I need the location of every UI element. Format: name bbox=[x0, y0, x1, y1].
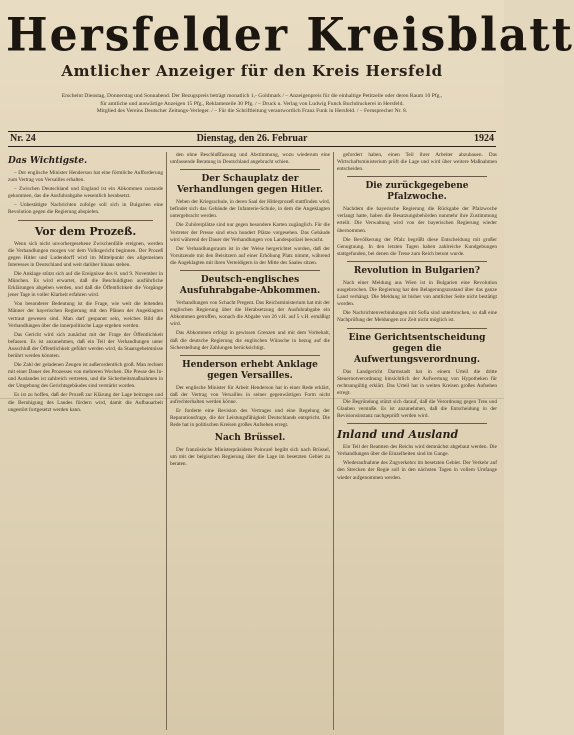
article-paragraph: – Unbestätigte Nachrichten zufolge soll sich in Bulgarien eine Revolution gegen die Regierung abspielen. bbox=[8, 202, 163, 216]
divider bbox=[347, 423, 487, 424]
divider bbox=[180, 169, 320, 170]
divider bbox=[180, 355, 320, 356]
article-paragraph: Die Anklage stützt sich auf die Ereignisse des 8. und 9. November in München. Es wird erwartet, daß die Beschuldigten ausführliche Erklärungen abgeben werden, und daß die Öffentlichkeit die Vorgänge jener Tage in voller Klarheit erfahren wird. bbox=[8, 270, 163, 299]
article-paragraph: – Zwischen Deutschland und England ist ein Abkommen zustande gekommen, das die Ausfuhrabgabe wesentlich herabsetzt. bbox=[8, 186, 163, 200]
article-heading: Vor dem Prozeß. bbox=[34, 224, 137, 238]
column-divider bbox=[333, 152, 334, 730]
article-paragraph: Die Bevölkerung der Pfalz begrüßt diese Entscheidung mit großer Genugtuung. In den letzten Tagen haben zahlreiche Kundgebungen stattgefunden, bei denen die Treue zum Reich betont wurde. bbox=[337, 236, 497, 257]
masthead-note: Mitglied des Vereins Deutscher Zeitungs-Verleger. / – Für die Schriftleitung verantwortlich Franz Funk in Hersfeld. / – Fernsprecher Nr. 8. bbox=[96, 108, 408, 114]
article-paragraph: Ein Teil der Beamten des Reichs wird demnächst abgebaut werden. Die Verhandlungen über die Einzelheiten sind im Gange. bbox=[337, 444, 497, 458]
divider bbox=[347, 328, 487, 329]
article-heading: Henderson erhebt Anklage gegen Versailles. bbox=[182, 359, 318, 381]
article-paragraph: Die Zahl der geladenen Zeugen ist außerordentlich groß. Man rechnet mit einer Dauer des Prozesses von mehreren Wochen. Die Presse des In- und Auslandes ist zahlreich vertreten, und die Sicherheitsmaßnahmen in der Umgebung des Gerichtsgebäudes sind verstärkt worden. bbox=[8, 362, 163, 390]
masthead-notes bbox=[8, 93, 496, 116]
article-heading: Die zurückgegebene Pfalzwoche. bbox=[365, 181, 469, 203]
article-heading: Inland und Ausland bbox=[337, 428, 459, 442]
masthead bbox=[6, 8, 574, 80]
column-middle bbox=[170, 152, 330, 471]
masthead-note: Erscheint Dienstag, Donnerstag und Sonnabend. Der Bezugspreis beträgt monatlich 1,- Goldmark / – Anzeigenpreis für die einhaltige Petitzeile oder deren Raum 10 Pfg., bbox=[61, 93, 443, 99]
column-left bbox=[8, 152, 163, 416]
article-paragraph: den ohne Beschlußfassung und Abstimmung, wozu wiederum eine umfassende Beratung in Deutschland angebracht schien. bbox=[170, 152, 330, 166]
article-paragraph: Von besonderer Bedeutung ist die Frage, wie weit die leitenden Männer der bayerischen Regierung mit den Plänen der Angeklagten vertraut gewesen sind. Man darf gespannt sein, welches Bild die Verhandlungen über die innerpolitische Lage ergeben werden. bbox=[8, 301, 163, 329]
article-paragraph: Die Nachrichtenverbindungen mit Sofia sind unterbrochen, so daß eine Nachprüfung der Meldungen zur Zeit nicht möglich ist. bbox=[337, 310, 497, 324]
masthead-note: für amtliche und auswärtige Anzeigen 15 Pfg., Reklamezeile 30 Pfg. / – Druck u. Verlag von Ludwig Funck Buchdruckerei in Hersfeld. bbox=[100, 100, 404, 107]
article-paragraph: Es ist zu hoffen, daß der Prozeß zur Klärung der Lage beitragen und die Beruhigung des Landes fördern wird, damit die Aufbauarbeit ungestört fortgesetzt werden kann. bbox=[8, 392, 163, 413]
issue-year: 1924 bbox=[474, 133, 494, 144]
article-heading: Eine Gerichtsentscheidung gegen die Aufwertungsverordnung. bbox=[348, 332, 486, 365]
article-paragraph: Neben der Kriegsschule, in deren Saal der Hitlerprozeß stattfinden wird, befindet sich das Gebäude der Infanterie-Schule, in dem die Angeklagten untergebracht werden. bbox=[170, 199, 330, 220]
article-paragraph: Die Zuhörerplätze sind nur gegen besondere Karten zugänglich. Für die Vertreter der Presse sind etwa hundert Plätze vorgesehen. Das Gebäude wird während der Dauer der Verhandlungen von Landespolizei bewacht. bbox=[170, 222, 330, 243]
newspaper-title: Hersfelder Kreisblatt bbox=[6, 8, 574, 63]
article-paragraph: Nachdem die bayerische Regierung die Rückgabe der Pfalzwoche verlangt hatte, haben die Besatzungsbehörden nunmehr ihre Zustimmung erteilt. Die Verwaltung wird von der bayerischen Regierung wieder übernommen. bbox=[337, 206, 497, 234]
article-paragraph: Wiederaufnahme des Zugverkehrs im besetzten Gebiet. Der Verkehr auf den Strecken der Regie soll in den nächsten Tagen in vollem Umfange wieder aufgenommen werden. bbox=[337, 460, 497, 481]
article-paragraph: gefordert haben, einen Teil ihrer Arbeiter abzubauen. Das Wirtschaftsministerium prüft die Lage und wird über weitere Maßnahmen entscheiden. bbox=[337, 152, 497, 173]
issue-bar bbox=[8, 131, 496, 147]
paper-fold bbox=[0, 398, 504, 399]
article-paragraph: Er forderte eine Revision des Vertrages und eine Regelung der Reparationsfrage, die der Leistungsfähigkeit Deutschlands entspricht. Die Rede hat in politischen Kreisen großes Aufsehen erregt. bbox=[170, 407, 330, 429]
article-paragraph: Wenn sich nicht unvorhergesehene Zwischenfälle ereignen, werden die Verhandlungen morgen vor dem Volksgericht beginnen. Der Prozeß gegen Hitler und Ludendorff wird im Mittelpunkt des allgemeinen Interesses in Deutschland und weit darüber hinaus stehen. bbox=[8, 240, 163, 268]
article-heading: Deutsch-englisches Ausfuhrabgabe-Abkommen. bbox=[179, 275, 321, 297]
article-paragraph: Nach einer Meldung aus Wien ist in Bulgarien eine Revolution ausgebrochen. Die Regierung hat den Belagerungszustand über das ganze Land verhängt. Die Meldung ist bisher von amtlicher Seite nicht bestätigt worden. bbox=[337, 279, 497, 308]
divider bbox=[180, 270, 320, 271]
article-paragraph: Das Gericht wird sich zunächst mit der Frage der Öffentlichkeit befassen. Es ist anzunehmen, daß ein Teil der Verhandlungen unter Ausschluß der Öffentlichkeit geführt werden wird, da Staatsgeheimnisse berührt werden könnten. bbox=[8, 331, 163, 359]
article-paragraph: Das Abkommen erfolgt in gewissen Grenzen und mit dem Vorbehalt, daß die deutsche Regierung die englischen Wünsche in bezug auf die Sicherstellung der Zahlungen berücksichtigt. bbox=[170, 330, 330, 351]
divider bbox=[18, 220, 153, 221]
article-heading: Das Wichtigste. bbox=[8, 156, 88, 166]
column-divider bbox=[166, 152, 167, 730]
article-paragraph: Der französische Ministerpräsident Poincaré begibt sich nach Brüssel, um mit der belgischen Regierung über die Lage im besetzten Gebiet zu beraten. bbox=[170, 447, 330, 468]
issue-number: Nr. 24 bbox=[10, 133, 36, 144]
article-heading: Der Schauplatz der Verhandlungen gegen Hitler. bbox=[176, 174, 324, 196]
divider bbox=[347, 261, 487, 262]
article-heading: Revolution in Bulgarien? bbox=[353, 265, 481, 276]
article-paragraph: Der Verhandlungsraum ist in der Weise hergerichtet worden, daß der Vorsitzende mit den Beisitzern auf einer Erhöhung Platz nimmt, während die Angeklagten mit ihren Verteidigern in der Mitte des Saales sitzen. bbox=[170, 245, 330, 266]
article-paragraph: Die Begründung stützt sich darauf, daß die Verordnung gegen Treu und Glauben verstoße. Es ist anzunehmen, daß die Entscheidung in der Revisionsinstanz nachgeprüft werden wird. bbox=[337, 398, 497, 420]
divider bbox=[347, 176, 487, 177]
article-paragraph: – Der englische Minister Henderson hat eine förmliche Aufforderung zum Vertrag von Versailles erhalten. bbox=[8, 170, 163, 184]
column-right bbox=[337, 152, 497, 484]
newspaper-subtitle: Amtlicher Anzeiger für den Kreis Hersfeld bbox=[61, 62, 443, 80]
article-paragraph: Das Landgericht Darmstadt hat in einem Urteil die dritte Steuernotverordnung hinsichtlich der Aufwertung von Hypotheken für rechtsungültig erklärt. Das Urteil hat in weiten Kreisen großes Aufsehen erregt. bbox=[337, 368, 497, 396]
issue-date: Dienstag, den 26. Februar bbox=[196, 133, 308, 144]
article-paragraph: Der englische Minister für Arbeit Henderson hat in einer Rede erklärt, daß der Vertrag von Versailles in seiner gegenwärtigen Form nicht aufrechterhalten werden könne. bbox=[170, 384, 330, 405]
article-heading: Nach Brüssel. bbox=[214, 433, 286, 444]
article-paragraph: Verhandlungen von Schacht Pregent. Das Reichsministerium hat mit der englischen Regierung über die Herabsetzung der Ausfuhrabgabe ein Abkommen getroffen, wonach die Abgabe von 26 v.H. auf 5 v.H. ermäßigt wird. bbox=[170, 300, 330, 328]
